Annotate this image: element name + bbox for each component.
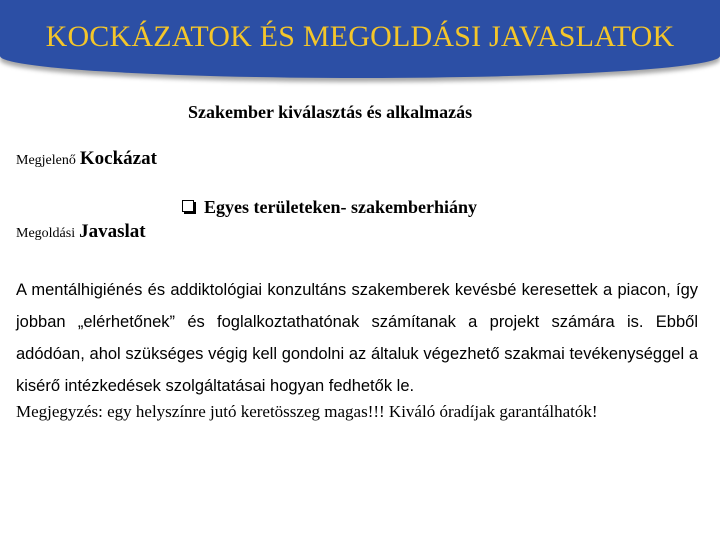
section-subtitle: Szakember kiválasztás és alkalmazás xyxy=(188,102,473,122)
solution-paragraph: A mentálhigiénés és addiktológiai konzultáns szakemberek kevésbé keresettek a piacon, így jobban „elérhetőnek” és foglalkoztathatónak számítanak a projekt számára is. Ebből adódóan, ahol szükséges végig kell gondolni az általuk végezhető szakmai tevékenységgel a kisérő intézkedések szolgáltatásai hogyan fedhetők le. xyxy=(16,281,698,395)
checkbox-bullet-icon xyxy=(182,200,194,212)
solution-label-big: Javaslat xyxy=(79,221,146,242)
solution-label-small: Megoldási xyxy=(16,226,76,241)
risk-label-small: Megjelenő xyxy=(16,153,76,168)
note-text: Megjegyzés: egy helyszínre jutó keretösszeg magas!!! Kiváló óradíjak garantálhatók! xyxy=(16,402,598,421)
risk-bullet-text: Egyes területeken- szakemberhiány xyxy=(204,197,477,217)
page-title: KOCKÁZATOK ÉS MEGOLDÁSI JAVASLATOK xyxy=(45,20,675,53)
risk-label xyxy=(16,148,157,170)
risk-label-big: Kockázat xyxy=(79,148,157,169)
risk-bullet xyxy=(182,197,477,218)
solution-label xyxy=(16,221,146,243)
